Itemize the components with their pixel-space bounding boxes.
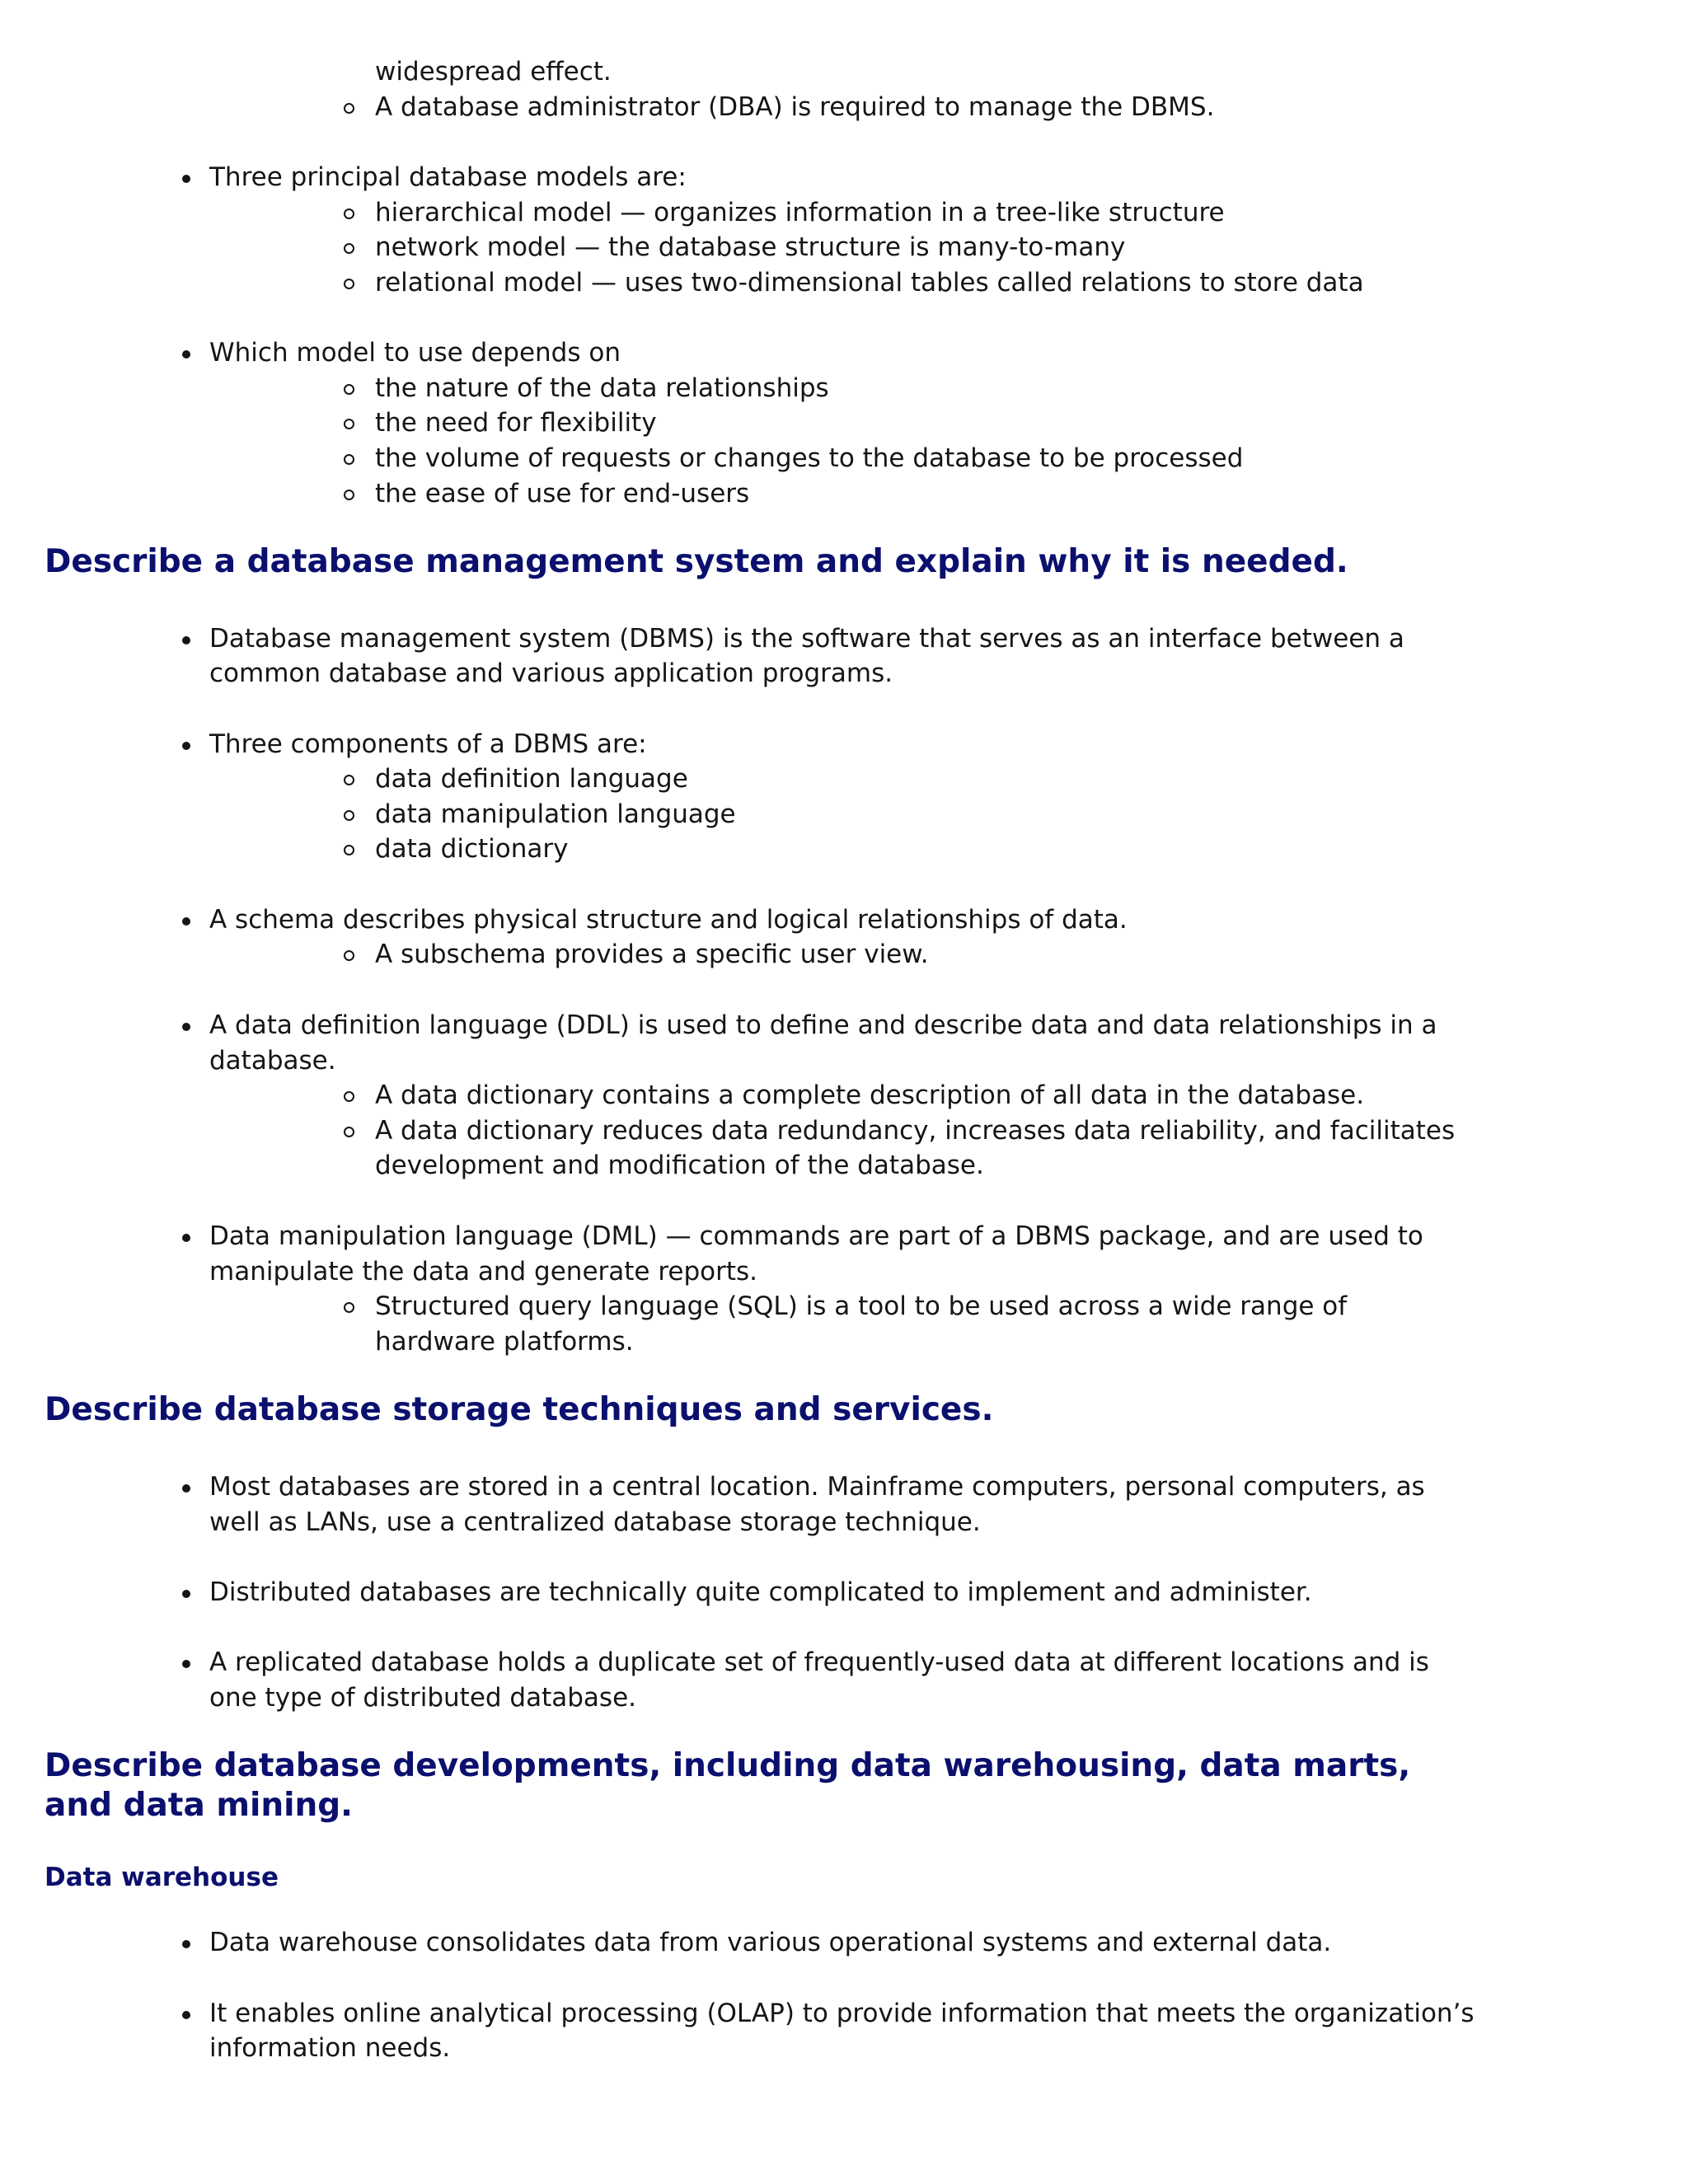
sub-bullet-marker <box>344 103 354 114</box>
sub-bullet-marker <box>344 419 354 429</box>
bullet-item-text: Three components of a DBMS are: <box>209 729 647 759</box>
sub-bullet-marker <box>344 950 354 961</box>
bullet-marker <box>182 2011 190 2019</box>
sub-bullet-item-text: relational model — uses two-dimensional tables called relations to store data <box>375 268 1364 298</box>
continuation-text: hardware platforms. <box>375 1327 634 1357</box>
bullet-marker <box>182 742 190 750</box>
sub-bullet-marker <box>344 384 354 395</box>
sub-bullet-item-text: A data dictionary reduces data redundancy, increases data reliability, and facilitates <box>375 1116 1456 1146</box>
bullet-item-text: Which model to use depends on <box>209 338 621 368</box>
sub-bullet-marker <box>344 209 354 219</box>
continuation-text: database. <box>209 1046 336 1076</box>
sub-bullet-item-text: Structured query language (SQL) is a tool to be used across a wide range of <box>375 1291 1348 1321</box>
continuation-text: manipulate the data and generate reports. <box>209 1257 758 1286</box>
sub-bullet-marker <box>344 775 354 785</box>
sub-bullet-item-text: A subschema provides a specific user view. <box>375 940 929 969</box>
bullet-marker <box>182 350 190 359</box>
bullet-marker <box>182 1023 190 1031</box>
sub-bullet-item-text: hierarchical model — organizes information in a tree-like structure <box>375 198 1225 227</box>
sub-bullet-marker <box>344 490 354 500</box>
section-heading: and data mining. <box>45 1787 353 1824</box>
sub-bullet-marker <box>344 810 354 821</box>
sub-bullet-item-text: A database administrator (DBA) is required to manage the DBMS. <box>375 92 1215 122</box>
sub-bullet-marker <box>344 243 354 254</box>
bullet-item-text: Most databases are stored in a central location. Mainframe computers, personal computers, as <box>209 1472 1425 1502</box>
sub-bullet-item-text: data dictionary <box>375 834 569 864</box>
sub-bullet-marker <box>344 1302 354 1313</box>
bullet-item-text: It enables online analytical processing (OLAP) to provide information that meets the organization’s <box>209 1999 1475 2028</box>
section-heading: Describe database storage techniques and services. <box>45 1391 994 1428</box>
sub-bullet-item-text: network model — the database structure is many-to-many <box>375 232 1126 262</box>
sub-bullet-item-text: A data dictionary contains a complete description of all data in the database. <box>375 1080 1365 1110</box>
bullet-marker <box>182 175 190 183</box>
bullet-item-text: A schema describes physical structure and logical relationships of data. <box>209 905 1128 935</box>
sub-bullet-item-text: data definition language <box>375 764 688 794</box>
bullet-item-text: A data definition language (DDL) is used to define and describe data and data relationships in a <box>209 1010 1437 1040</box>
sub-bullet-item-text: data manipulation language <box>375 799 736 829</box>
continuation-text: common database and various application programs. <box>209 658 893 688</box>
continuation-text: one type of distributed database. <box>209 1683 636 1713</box>
sub-bullet-marker <box>344 454 354 465</box>
bullet-marker <box>182 1590 190 1598</box>
continuation-text: well as LANs, use a centralized database storage technique. <box>209 1507 981 1537</box>
sub-bullet-marker <box>344 845 354 855</box>
bullet-item-text: Data manipulation language (DML) — commands are part of a DBMS package, and are used to <box>209 1221 1423 1251</box>
bullet-item-text: Database management system (DBMS) is the software that serves as an interface between a <box>209 624 1404 654</box>
sub-bullet-marker <box>344 1091 354 1102</box>
continuation-text: development and modification of the database. <box>375 1151 984 1180</box>
bullet-marker <box>182 1940 190 1948</box>
sub-bullet-item-text: the volume of requests or changes to the database to be processed <box>375 443 1244 473</box>
sub-bullet-item-text: the need for flexibility <box>375 408 657 438</box>
bullet-item-text: Data warehouse consolidates data from various operational systems and external data. <box>209 1928 1332 1957</box>
sub-bullet-marker <box>344 1127 354 1137</box>
bullet-marker <box>182 917 190 926</box>
bullet-marker <box>182 636 190 644</box>
bullet-marker <box>182 1484 190 1493</box>
continuation-text: widespread effect. <box>375 57 612 87</box>
bullet-marker <box>182 1234 190 1242</box>
section-heading: Describe database developments, including data warehousing, data marts, <box>45 1747 1411 1784</box>
sub-bullet-item-text: the ease of use for end-users <box>375 479 750 509</box>
continuation-text: information needs. <box>209 2033 451 2063</box>
subsection-heading: Data warehouse <box>45 1863 279 1892</box>
bullet-item-text: A replicated database holds a duplicate set of frequently-used data at different locations and is <box>209 1647 1429 1677</box>
bullet-item-text: Three principal database models are: <box>209 162 687 192</box>
bullet-marker <box>182 1660 190 1668</box>
section-heading: Describe a database management system and explain why it is needed. <box>45 543 1348 580</box>
sub-bullet-item-text: the nature of the data relationships <box>375 373 829 403</box>
sub-bullet-marker <box>344 279 354 289</box>
bullet-item-text: Distributed databases are technically quite complicated to implement and administer. <box>209 1577 1312 1607</box>
